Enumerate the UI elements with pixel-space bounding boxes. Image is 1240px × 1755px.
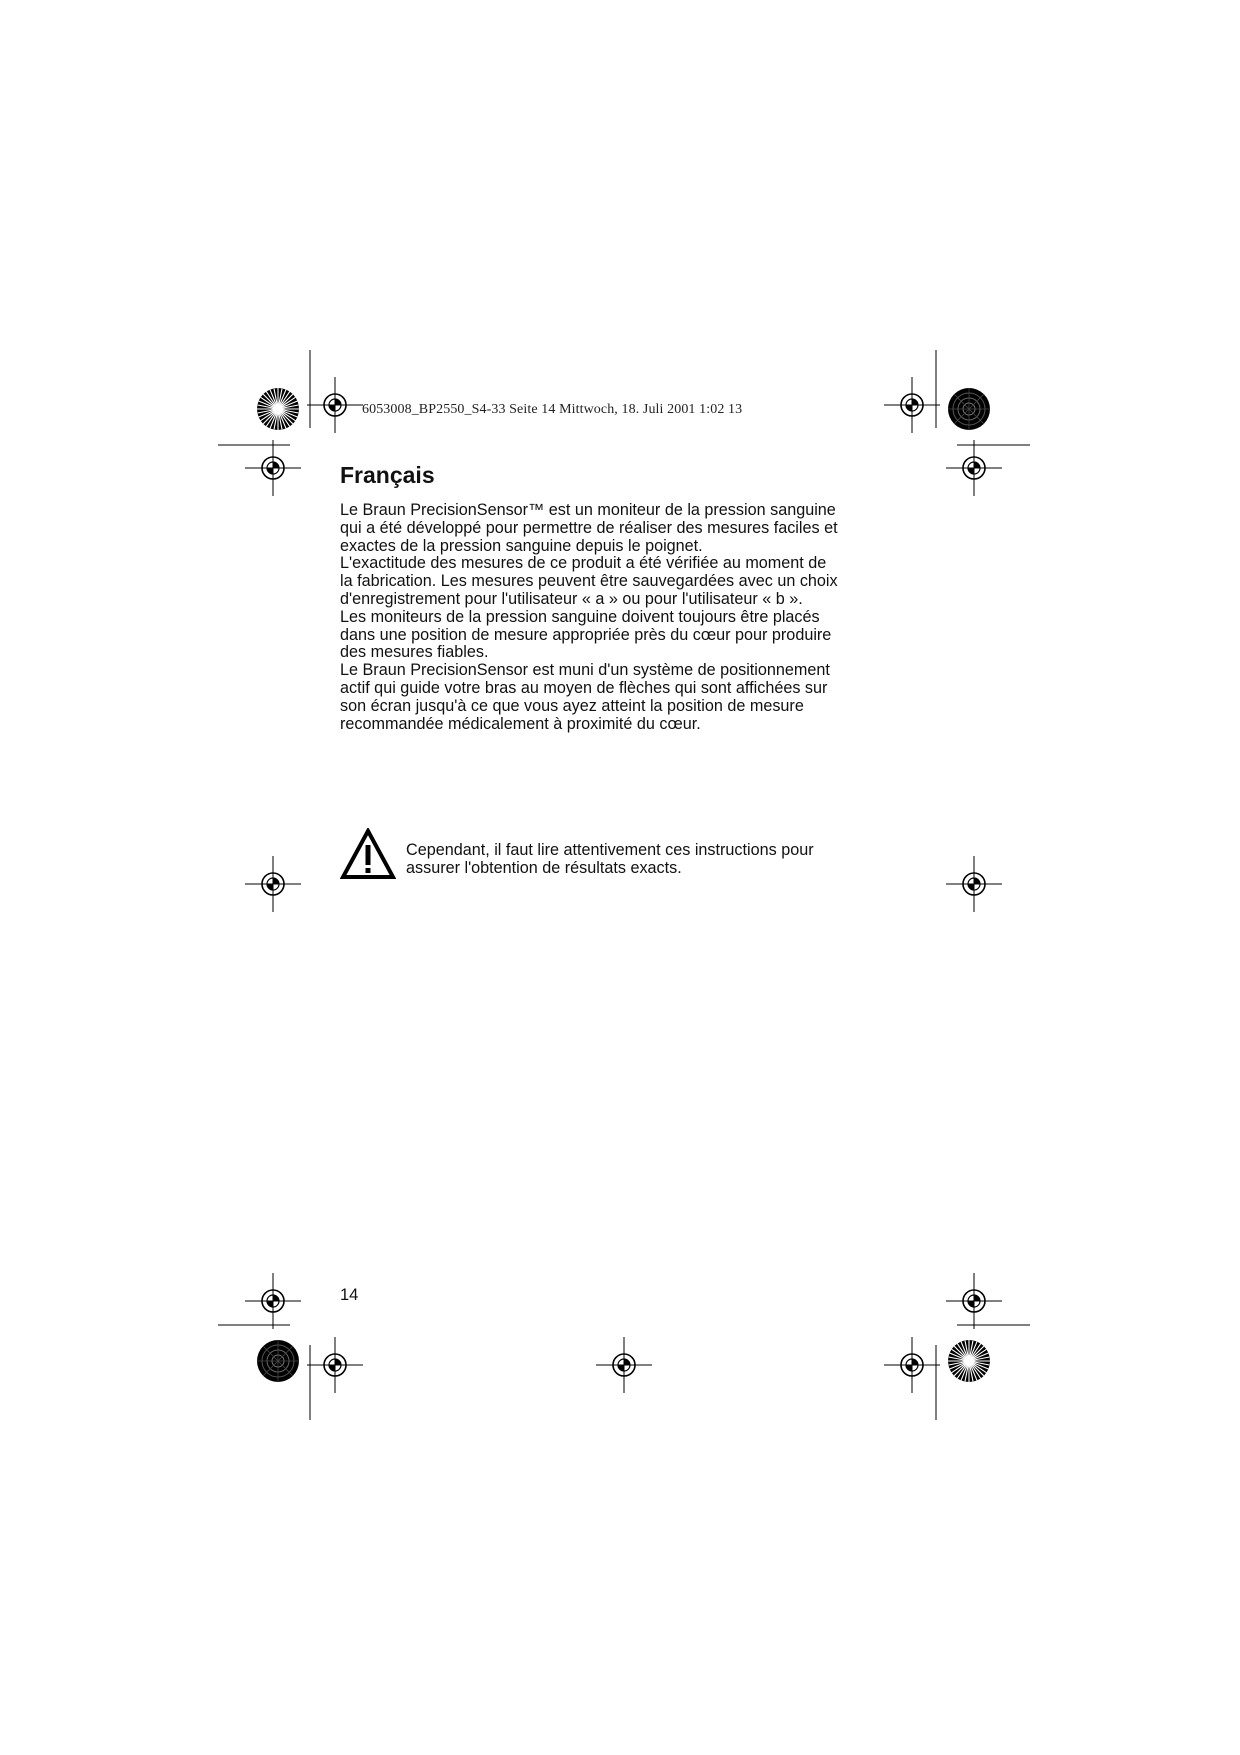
body-text <box>340 502 840 733</box>
page-title: Français <box>340 462 435 488</box>
print-header-info: 6053008_BP2550_S4-33 Seite 14 Mittwoch, 18. Juli 2001 1:02 13 <box>362 402 743 417</box>
paragraph-positioning: Les moniteurs de la pression sanguine doivent toujours être placés dans une position de mesure appropriée près du cœur pour produire des mesures fiables. <box>340 607 832 662</box>
warning-triangle-icon <box>340 828 396 880</box>
paragraph-accuracy: L'exactitude des mesures de ce produit a été vérifiée au moment de la fabrication. Les mesures peuvent être sauvegardées avec un choix d'enregistrement pour l'utilisateur « a » ou pour l'utilisateur « b ». <box>340 554 838 608</box>
paragraph-system: Le Braun PrecisionSensor est muni d'un système de positionnement actif qui guide votre bras au moyen de flèches qui sont affichées sur son écran jusqu'à ce que vous ayez atteint la position de mesure recommandée médicalement à proximité du cœur. <box>340 661 830 733</box>
paragraph-intro: Le Braun PrecisionSensor™ est un moniteur de la pression sanguine qui a été développé pour permettre de réaliser des mesures faciles et exactes de la pression sanguine depuis le poignet. <box>340 501 838 555</box>
page-number: 14 <box>340 1286 359 1304</box>
warning-text: Cependant, il faut lire attentivement ces instructions pour assurer l'obtention de résultats exacts. <box>406 841 814 877</box>
